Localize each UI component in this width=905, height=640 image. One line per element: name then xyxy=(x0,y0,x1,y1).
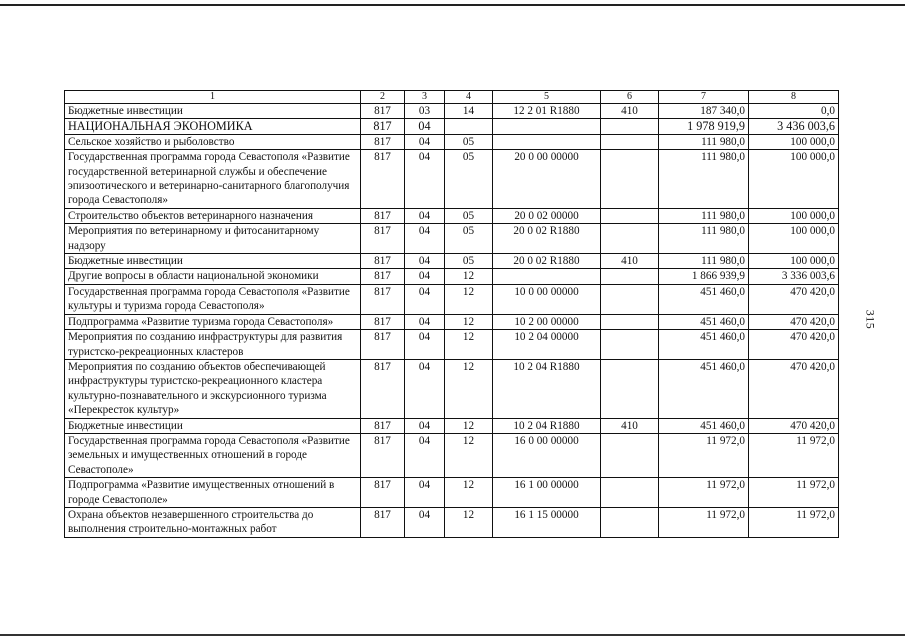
row-ved: 817 xyxy=(361,254,405,269)
row-rz: 03 xyxy=(405,104,445,119)
row-pr: 12 xyxy=(445,418,493,433)
row-ved: 817 xyxy=(361,104,405,119)
row-pr: 05 xyxy=(445,224,493,254)
row-pr: 12 xyxy=(445,284,493,314)
table-row xyxy=(65,134,839,149)
row-vr xyxy=(601,314,659,329)
row-vr xyxy=(601,284,659,314)
row-csr: 20 0 02 R1880 xyxy=(493,254,601,269)
row-sum-1: 187 340,0 xyxy=(659,104,749,119)
row-name: Мероприятия по созданию объектов обеспечивающей инфраструктуры туристско-рекреационного кластера культурно-познавательного и экскурсионного туризма «Перекресток культур» xyxy=(65,359,361,418)
row-sum-1: 11 972,0 xyxy=(659,507,749,537)
row-ved: 817 xyxy=(361,150,405,209)
row-sum-1: 111 980,0 xyxy=(659,208,749,223)
row-vr xyxy=(601,269,659,284)
table-row xyxy=(65,104,839,119)
column-header: 5 xyxy=(493,91,601,104)
row-sum-1: 1 978 919,9 xyxy=(659,119,749,134)
row-sum-2: 3 436 003,6 xyxy=(749,119,839,134)
row-name: Мероприятия по ветеринарному и фитосанитарному надзору xyxy=(65,224,361,254)
row-ved: 817 xyxy=(361,330,405,360)
row-csr: 16 1 00 00000 xyxy=(493,478,601,508)
column-header: 4 xyxy=(445,91,493,104)
row-name: Другие вопросы в области национальной экономики xyxy=(65,269,361,284)
row-vr xyxy=(601,150,659,209)
row-sum-1: 451 460,0 xyxy=(659,418,749,433)
table-row xyxy=(65,254,839,269)
table-row xyxy=(65,314,839,329)
row-ved: 817 xyxy=(361,433,405,477)
row-rz: 04 xyxy=(405,254,445,269)
table-row xyxy=(65,418,839,433)
row-name: Бюджетные инвестиции xyxy=(65,418,361,433)
row-csr: 10 2 04 R1880 xyxy=(493,359,601,418)
row-pr: 12 xyxy=(445,478,493,508)
row-ved: 817 xyxy=(361,418,405,433)
column-header: 8 xyxy=(749,91,839,104)
row-rz: 04 xyxy=(405,150,445,209)
row-sum-1: 451 460,0 xyxy=(659,330,749,360)
row-sum-1: 451 460,0 xyxy=(659,359,749,418)
row-vr xyxy=(601,507,659,537)
row-csr: 20 0 02 R1880 xyxy=(493,224,601,254)
row-csr: 12 2 01 R1880 xyxy=(493,104,601,119)
column-header: 7 xyxy=(659,91,749,104)
row-sum-2: 100 000,0 xyxy=(749,208,839,223)
row-sum-2: 100 000,0 xyxy=(749,254,839,269)
table-row xyxy=(65,119,839,134)
table-row xyxy=(65,224,839,254)
row-pr: 05 xyxy=(445,134,493,149)
column-header: 2 xyxy=(361,91,405,104)
column-header: 3 xyxy=(405,91,445,104)
row-csr: 10 2 04 R1880 xyxy=(493,418,601,433)
table-row xyxy=(65,478,839,508)
row-name: Подпрограмма «Развитие имущественных отношений в городе Севастополе» xyxy=(65,478,361,508)
row-name: Подпрограмма «Развитие туризма города Севастополя» xyxy=(65,314,361,329)
row-name: Строительство объектов ветеринарного назначения xyxy=(65,208,361,223)
row-rz: 04 xyxy=(405,418,445,433)
row-pr: 12 xyxy=(445,359,493,418)
row-sum-2: 470 420,0 xyxy=(749,418,839,433)
table-row xyxy=(65,284,839,314)
row-rz: 04 xyxy=(405,208,445,223)
row-name: Государственная программа города Севастополя «Развитие государственной ветеринарной службы и обеспечение эпизоотического и ветеринарно-санитарного благополучия города Севастополя» xyxy=(65,150,361,209)
row-ved: 817 xyxy=(361,284,405,314)
row-csr xyxy=(493,269,601,284)
column-header: 6 xyxy=(601,91,659,104)
row-pr: 05 xyxy=(445,208,493,223)
row-name: Охрана объектов незавершенного строительства до выполнения строительно-монтажных работ xyxy=(65,507,361,537)
row-vr xyxy=(601,359,659,418)
row-csr: 10 2 00 00000 xyxy=(493,314,601,329)
table-row xyxy=(65,330,839,360)
row-name: Государственная программа города Севастополя «Развитие земельных и имущественных отношений в городе Севастополе» xyxy=(65,433,361,477)
row-ved: 817 xyxy=(361,208,405,223)
row-sum-1: 111 980,0 xyxy=(659,134,749,149)
row-sum-1: 111 980,0 xyxy=(659,150,749,209)
row-pr: 12 xyxy=(445,433,493,477)
row-vr xyxy=(601,119,659,134)
row-sum-1: 451 460,0 xyxy=(659,314,749,329)
scan-edge-bottom xyxy=(0,634,905,636)
row-name: Государственная программа города Севастополя «Развитие культуры и туризма города Севастополя» xyxy=(65,284,361,314)
row-rz: 04 xyxy=(405,330,445,360)
row-sum-2: 0,0 xyxy=(749,104,839,119)
row-sum-1: 1 866 939,9 xyxy=(659,269,749,284)
row-csr xyxy=(493,119,601,134)
scan-edge-top xyxy=(0,4,905,6)
row-rz: 04 xyxy=(405,284,445,314)
row-vr xyxy=(601,330,659,360)
row-pr: 12 xyxy=(445,269,493,284)
row-name: Сельское хозяйство и рыболовство xyxy=(65,134,361,149)
table-row xyxy=(65,433,839,477)
row-csr: 10 0 00 00000 xyxy=(493,284,601,314)
row-rz: 04 xyxy=(405,119,445,134)
row-csr xyxy=(493,134,601,149)
table-row xyxy=(65,150,839,209)
row-sum-1: 111 980,0 xyxy=(659,254,749,269)
row-vr xyxy=(601,134,659,149)
table-row xyxy=(65,359,839,418)
row-csr: 10 2 04 00000 xyxy=(493,330,601,360)
row-ved: 817 xyxy=(361,269,405,284)
row-sum-2: 11 972,0 xyxy=(749,478,839,508)
row-rz: 04 xyxy=(405,507,445,537)
row-ved: 817 xyxy=(361,134,405,149)
row-rz: 04 xyxy=(405,314,445,329)
row-sum-2: 3 336 003,6 xyxy=(749,269,839,284)
row-name: Бюджетные инвестиции xyxy=(65,254,361,269)
row-sum-1: 111 980,0 xyxy=(659,224,749,254)
row-ved: 817 xyxy=(361,478,405,508)
row-vr: 410 xyxy=(601,104,659,119)
row-ved: 817 xyxy=(361,359,405,418)
column-header: 1 xyxy=(65,91,361,104)
row-name: Бюджетные инвестиции xyxy=(65,104,361,119)
row-sum-2: 100 000,0 xyxy=(749,134,839,149)
row-csr: 16 0 00 00000 xyxy=(493,433,601,477)
row-pr: 12 xyxy=(445,330,493,360)
table-row xyxy=(65,507,839,537)
row-vr xyxy=(601,208,659,223)
page-number: 315 xyxy=(863,309,878,330)
budget-table xyxy=(64,90,839,538)
row-rz: 04 xyxy=(405,478,445,508)
row-csr: 20 0 00 00000 xyxy=(493,150,601,209)
row-sum-2: 100 000,0 xyxy=(749,150,839,209)
row-sum-1: 11 972,0 xyxy=(659,433,749,477)
row-csr: 20 0 02 00000 xyxy=(493,208,601,223)
row-sum-2: 470 420,0 xyxy=(749,359,839,418)
row-ved: 817 xyxy=(361,314,405,329)
row-ved: 817 xyxy=(361,507,405,537)
row-vr: 410 xyxy=(601,254,659,269)
row-sum-1: 11 972,0 xyxy=(659,478,749,508)
row-sum-2: 470 420,0 xyxy=(749,314,839,329)
row-vr: 410 xyxy=(601,418,659,433)
row-name: НАЦИОНАЛЬНАЯ ЭКОНОМИКА xyxy=(65,119,361,134)
row-sum-2: 470 420,0 xyxy=(749,330,839,360)
row-sum-1: 451 460,0 xyxy=(659,284,749,314)
table-row xyxy=(65,269,839,284)
row-vr xyxy=(601,433,659,477)
row-ved: 817 xyxy=(361,224,405,254)
row-pr: 14 xyxy=(445,104,493,119)
row-ved: 817 xyxy=(361,119,405,134)
row-rz: 04 xyxy=(405,134,445,149)
row-rz: 04 xyxy=(405,224,445,254)
row-csr: 16 1 15 00000 xyxy=(493,507,601,537)
row-rz: 04 xyxy=(405,269,445,284)
row-rz: 04 xyxy=(405,433,445,477)
row-pr: 12 xyxy=(445,507,493,537)
row-name: Мероприятия по созданию инфраструктуры для развития туристско-рекреационных кластеров xyxy=(65,330,361,360)
row-rz: 04 xyxy=(405,359,445,418)
table-row xyxy=(65,208,839,223)
row-sum-2: 11 972,0 xyxy=(749,507,839,537)
row-sum-2: 470 420,0 xyxy=(749,284,839,314)
row-pr: 05 xyxy=(445,150,493,209)
row-pr xyxy=(445,119,493,134)
row-sum-2: 100 000,0 xyxy=(749,224,839,254)
row-pr: 12 xyxy=(445,314,493,329)
row-sum-2: 11 972,0 xyxy=(749,433,839,477)
row-vr xyxy=(601,224,659,254)
column-number-row xyxy=(65,91,839,104)
row-vr xyxy=(601,478,659,508)
row-pr: 05 xyxy=(445,254,493,269)
